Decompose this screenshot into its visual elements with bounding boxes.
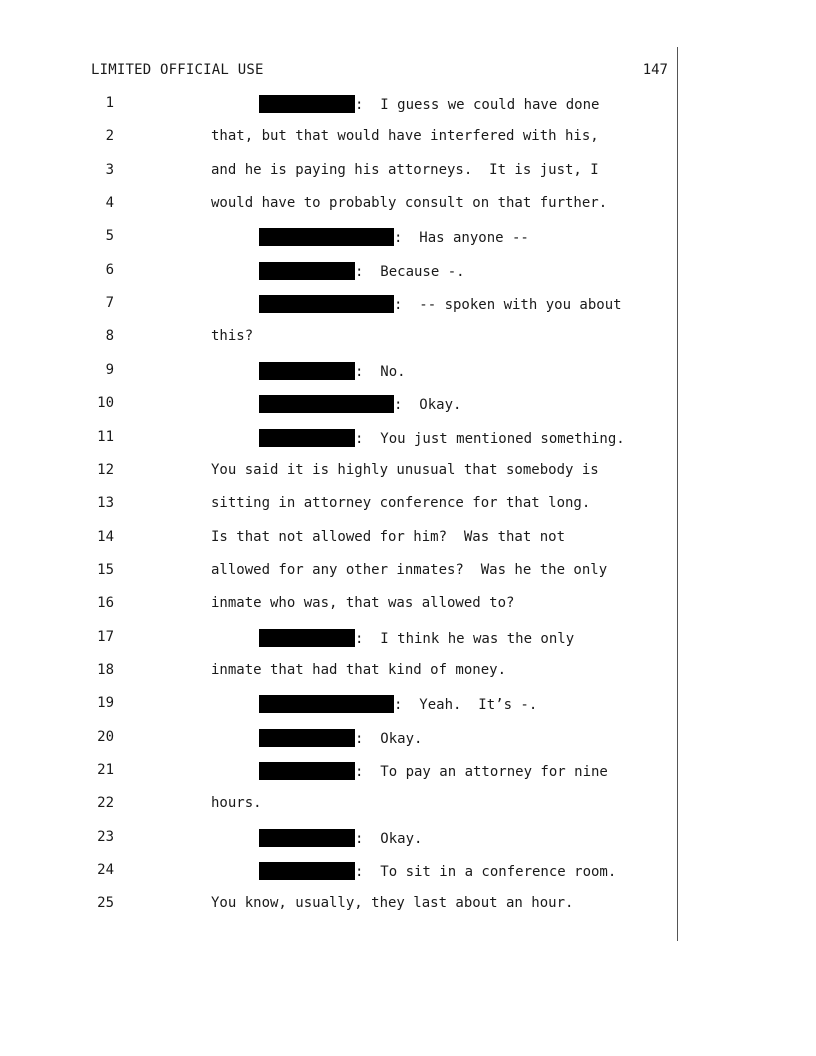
redacted-speaker-name xyxy=(259,395,394,413)
line-number: 24 xyxy=(97,862,114,878)
spoken-text: : Okay. xyxy=(355,731,423,747)
transcript-line xyxy=(0,695,700,719)
speaker-line-text xyxy=(259,629,574,647)
line-text xyxy=(211,195,607,211)
line-number: 22 xyxy=(97,795,114,811)
transcript-line xyxy=(0,862,700,886)
transcript-line xyxy=(0,362,700,386)
line-number: 20 xyxy=(97,729,114,745)
line-number: 10 xyxy=(97,395,114,411)
redacted-speaker-name xyxy=(259,429,355,447)
spoken-text: : I guess we could have done xyxy=(355,97,600,113)
transcript-line xyxy=(0,495,700,519)
line-text xyxy=(211,462,599,478)
redacted-speaker-name xyxy=(259,862,355,880)
line-text xyxy=(211,328,253,344)
transcript-line xyxy=(0,429,700,453)
speaker-line-text xyxy=(259,228,529,246)
page-number: 147 xyxy=(642,62,668,78)
line-number: 16 xyxy=(97,595,114,611)
spoken-text: : Because -. xyxy=(355,264,465,280)
spoken-text: allowed for any other inmates? Was he the only xyxy=(211,562,608,578)
spoken-text: hours. xyxy=(211,795,262,811)
redacted-speaker-name xyxy=(259,829,355,847)
speaker-line-text xyxy=(259,429,625,447)
speaker-line-text xyxy=(259,695,537,713)
speaker-line-text xyxy=(259,862,616,880)
transcript-line xyxy=(0,462,700,486)
line-number: 12 xyxy=(97,462,114,478)
spoken-text: : -- spoken with you about xyxy=(394,297,622,313)
speaker-line-text xyxy=(259,295,622,313)
transcript-line xyxy=(0,95,700,119)
transcript-line xyxy=(0,895,700,919)
classification-header: LIMITED OFFICIAL USE xyxy=(91,62,264,78)
line-number: 3 xyxy=(105,162,114,178)
line-text xyxy=(211,895,573,911)
transcript-line xyxy=(0,662,700,686)
line-number: 9 xyxy=(105,362,114,378)
spoken-text: : To sit in a conference room. xyxy=(355,864,617,880)
spoken-text: : Has anyone -- xyxy=(394,230,529,246)
spoken-text: : Yeah. It’s -. xyxy=(394,697,538,713)
line-number: 13 xyxy=(97,495,114,511)
redacted-speaker-name xyxy=(259,729,355,747)
line-number: 21 xyxy=(97,762,114,778)
speaker-line-text xyxy=(259,729,422,747)
speaker-line-text xyxy=(259,395,461,413)
spoken-text: Is that not allowed for him? Was that not xyxy=(211,529,566,545)
spoken-text: inmate who was, that was allowed to? xyxy=(211,595,515,611)
transcript-line xyxy=(0,328,700,352)
spoken-text: You know, usually, they last about an hour. xyxy=(211,895,574,911)
speaker-line-text xyxy=(259,762,608,780)
transcript-line xyxy=(0,829,700,853)
line-text xyxy=(211,595,514,611)
speaker-line-text xyxy=(259,829,422,847)
line-text xyxy=(211,662,506,678)
transcript-line xyxy=(0,395,700,419)
transcript-line xyxy=(0,195,700,219)
transcript-line xyxy=(0,529,700,553)
line-number: 5 xyxy=(105,228,114,244)
spoken-text: would have to probably consult on that further. xyxy=(211,195,608,211)
spoken-text: inmate that had that kind of money. xyxy=(211,662,507,678)
line-number: 19 xyxy=(97,695,114,711)
line-text xyxy=(211,128,599,144)
transcript-line xyxy=(0,128,700,152)
transcript-line xyxy=(0,228,700,252)
line-number: 18 xyxy=(97,662,114,678)
speaker-line-text xyxy=(259,262,465,280)
line-number: 8 xyxy=(105,328,114,344)
line-number: 7 xyxy=(105,295,114,311)
spoken-text: : Okay. xyxy=(394,397,462,413)
spoken-text: : No. xyxy=(355,364,406,380)
transcript-line xyxy=(0,762,700,786)
line-number: 11 xyxy=(97,429,114,445)
spoken-text: that, but that would have interfered with his, xyxy=(211,128,599,144)
transcript-line xyxy=(0,295,700,319)
transcript-line xyxy=(0,562,700,586)
redacted-speaker-name xyxy=(259,762,355,780)
redacted-speaker-name xyxy=(259,695,394,713)
line-number: 14 xyxy=(97,529,114,545)
speaker-line-text xyxy=(259,362,406,380)
spoken-text: this? xyxy=(211,328,254,344)
spoken-text: and he is paying his attorneys. It is just, I xyxy=(211,162,599,178)
transcript-line xyxy=(0,729,700,753)
line-text xyxy=(211,795,262,811)
spoken-text: : To pay an attorney for nine xyxy=(355,764,608,780)
line-number: 2 xyxy=(105,128,114,144)
transcript-line xyxy=(0,795,700,819)
spoken-text: : You just mentioned something. xyxy=(355,431,625,447)
line-number: 17 xyxy=(97,629,114,645)
transcript-line xyxy=(0,262,700,286)
redacted-speaker-name xyxy=(259,629,355,647)
redacted-speaker-name xyxy=(259,95,355,113)
line-number: 1 xyxy=(105,95,114,111)
redacted-speaker-name xyxy=(259,262,355,280)
line-number: 15 xyxy=(97,562,114,578)
line-text xyxy=(211,495,590,511)
line-number: 6 xyxy=(105,262,114,278)
line-text xyxy=(211,529,565,545)
transcript-line xyxy=(0,162,700,186)
line-number: 25 xyxy=(97,895,114,911)
speaker-line-text xyxy=(259,95,599,113)
line-text xyxy=(211,562,607,578)
redacted-speaker-name xyxy=(259,362,355,380)
spoken-text: : Okay. xyxy=(355,831,423,847)
line-number: 4 xyxy=(105,195,114,211)
transcript-line xyxy=(0,629,700,653)
redacted-speaker-name xyxy=(259,295,394,313)
transcript-line xyxy=(0,595,700,619)
spoken-text: sitting in attorney conference for that long. xyxy=(211,495,591,511)
line-number: 23 xyxy=(97,829,114,845)
spoken-text: You said it is highly unusual that somebody is xyxy=(211,462,599,478)
spoken-text: : I think he was the only xyxy=(355,631,575,647)
redacted-speaker-name xyxy=(259,228,394,246)
line-text xyxy=(211,162,599,178)
